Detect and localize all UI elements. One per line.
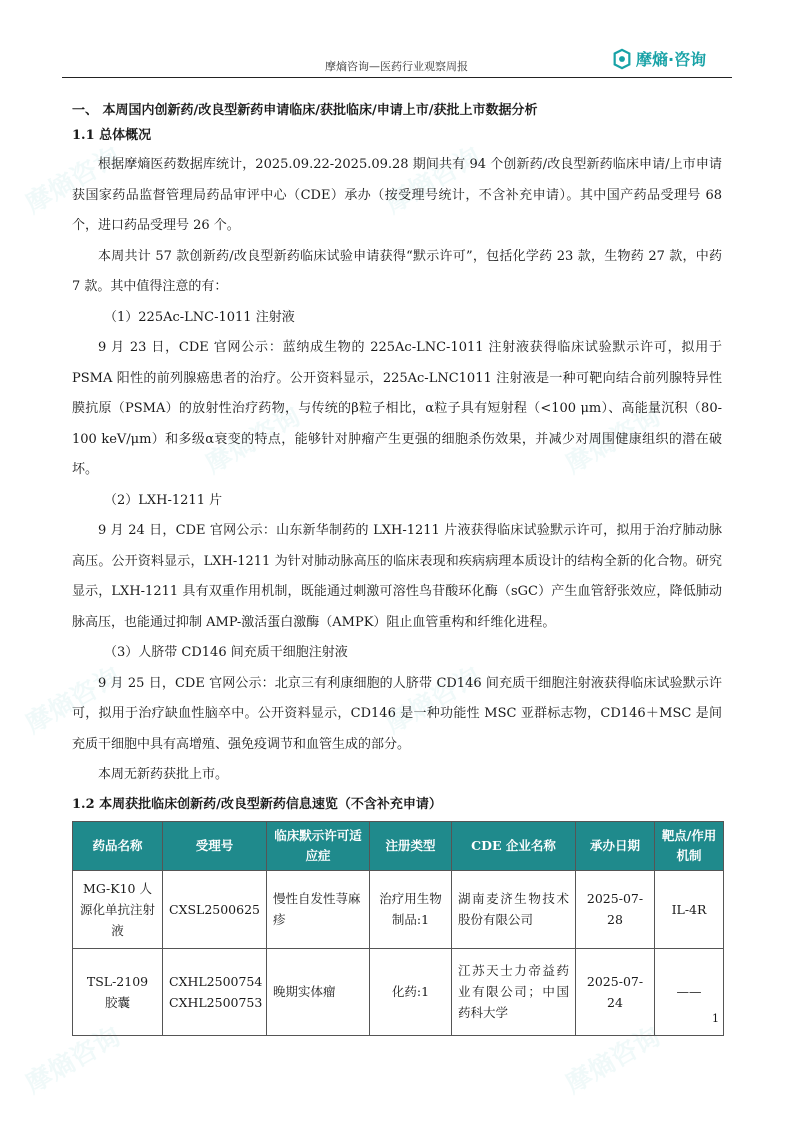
table-cell: MG-K10 人源化单抗注射液 (73, 870, 163, 948)
column-header: 承办日期 (576, 821, 655, 870)
watermark: 摩熵咨询 (20, 141, 126, 220)
watermark: 摩熵咨询 (200, 401, 306, 480)
highlight-3-heading: （3）人脐带 CD146 间充质干细胞注射液 (104, 645, 348, 660)
table-row (73, 870, 724, 948)
highlight-2-text: 9 月 24 日，CDE 官网公示：山东新华制药的 LXH-1211 片液获得临床试验默示许可，拟用于治疗肺动脉高压。公开资料显示，LXH-1211 为针对肺动脉高压的临床表现和疾病病理本质设计的结构全新的化合物。研究显示，LXH-1211 具有双重作用机制，既能通过刺激可溶性鸟苷酸环化酶（sGC）产生血管舒张效应，降低肺动脉高压，也能通过抑制 AMP-激活蛋白激酶（AMPK）阻止血管重构和纤维化进程。 (72, 523, 722, 630)
table-cell: 2025-07-28 (576, 870, 655, 948)
section-1-2-heading: 1.2 本周获批临床创新药/改良型新药信息速览（不含补充申请） (72, 796, 442, 812)
table-cell: TSL-2109 胶囊 (73, 948, 163, 1035)
column-header: 临床默示许可适应症 (267, 821, 370, 870)
watermark: 摩熵咨询 (20, 661, 126, 740)
table-cell: CXHL2500754 CXHL2500753 (163, 948, 267, 1035)
highlight-2-heading: （2）LXH-1211 片 (104, 492, 223, 508)
table-cell: 化药:1 (370, 948, 452, 1035)
column-header: 注册类型 (370, 821, 452, 870)
column-header: 受理号 (163, 821, 267, 870)
closing-paragraph: 本周无新药获批上市。 (98, 767, 229, 782)
table-cell: 江苏天士力帝益药业有限公司；中国药科大学 (452, 948, 576, 1035)
watermark: 摩熵咨询 (380, 661, 486, 740)
watermark: 摩熵咨询 (20, 1021, 126, 1100)
header-divider (62, 77, 732, 78)
highlight-3-text: 9 月 25 日，CDE 官网公示：北京三有利康细胞的人脐带 CD146 间充质干细胞注射液获得临床试验默示许可，拟用于治疗缺血性脑卒中。公开资料显示，CD146 是一种功能性 MSC 亚群标志物，CD146＋MSC 是间充质干细胞中具有高增殖、强免疫调节和血管生成的部分。 (72, 675, 722, 752)
approved-drugs-table (72, 821, 724, 1036)
table-cell: CXSL2500625 (163, 870, 267, 948)
column-header: CDE 企业名称 (452, 821, 576, 870)
table-cell: 治疗用生物制品:1 (370, 870, 452, 948)
table-header-row (73, 821, 724, 870)
brand-logo (611, 47, 706, 70)
column-header: 靶点/作用机制 (655, 821, 724, 870)
highlight-1-heading: （1）225Ac-LNC-1011 注射液 (104, 309, 295, 325)
table-row (73, 948, 724, 1035)
table-cell: 2025-07-24 (576, 948, 655, 1035)
section-1-heading: 一、 本周国内创新药/改良型新药申请临床/获批临床/申请上市/获批上市数据分析 (72, 103, 538, 118)
highlight-1-text: 9 月 23 日，CDE 官网公示：蓝纳成生物的 225Ac-LNC-1011 注射液获得临床试验默示许可，拟用于 PSMA 阳性的前列腺癌患者的治疗。公开资料显示，225Ac-LNC1011 注射液是一种可靶向结合前列腺特异性膜抗原（PSMA）的放射性治疗药物，与传统的β粒子相比，α粒子具有短射程（<100 μm）、高能量沉积（80-100 keV/μm）和多级α衰变的特点，能够针对肿瘤产生更强的细胞杀伤效果，并减少对周围健康组织的潜在破坏。 (72, 340, 722, 477)
watermark: 摩熵咨询 (380, 141, 486, 220)
page-number: 1 (712, 1012, 719, 1025)
watermark: 摩熵咨询 (560, 1021, 666, 1100)
table-cell: 湖南麦济生物技术股份有限公司 (452, 870, 576, 948)
table-cell: 晚期实体瘤 (267, 948, 370, 1035)
column-header: 药品名称 (73, 821, 163, 870)
watermark: 摩熵咨询 (560, 401, 666, 480)
approval-summary-paragraph: 本周共计 57 款创新药/改良型新药临床试验申请获得“默示许可”，包括化学药 23 款，生物药 27 款，中药 7 款。其中值得注意的有： (72, 248, 722, 294)
table-cell: IL-4R (655, 870, 724, 948)
brand-name: 摩熵·咨询 (636, 50, 707, 69)
brand-logo-icon (611, 48, 633, 70)
report-body (72, 100, 722, 1036)
running-header: 摩熵咨询—医药行业观察周报 (325, 60, 468, 73)
section-1-1-heading: 1.1 总体概况 (72, 128, 152, 143)
table-cell: 慢性自发性荨麻疹 (267, 870, 370, 948)
overview-paragraph: 根据摩熵医药数据库统计，2025.09.22-2025.09.28 期间共有 94 个创新药/改良型新药临床申请/上市申请获国家药品监督管理局药品审评中心（CDE）承办（按受理号统计，不含补充申请）。其中国产药品受理号 68 个，进口药品受理号 26 个。 (72, 157, 722, 233)
table-cell: —— (655, 948, 724, 1035)
